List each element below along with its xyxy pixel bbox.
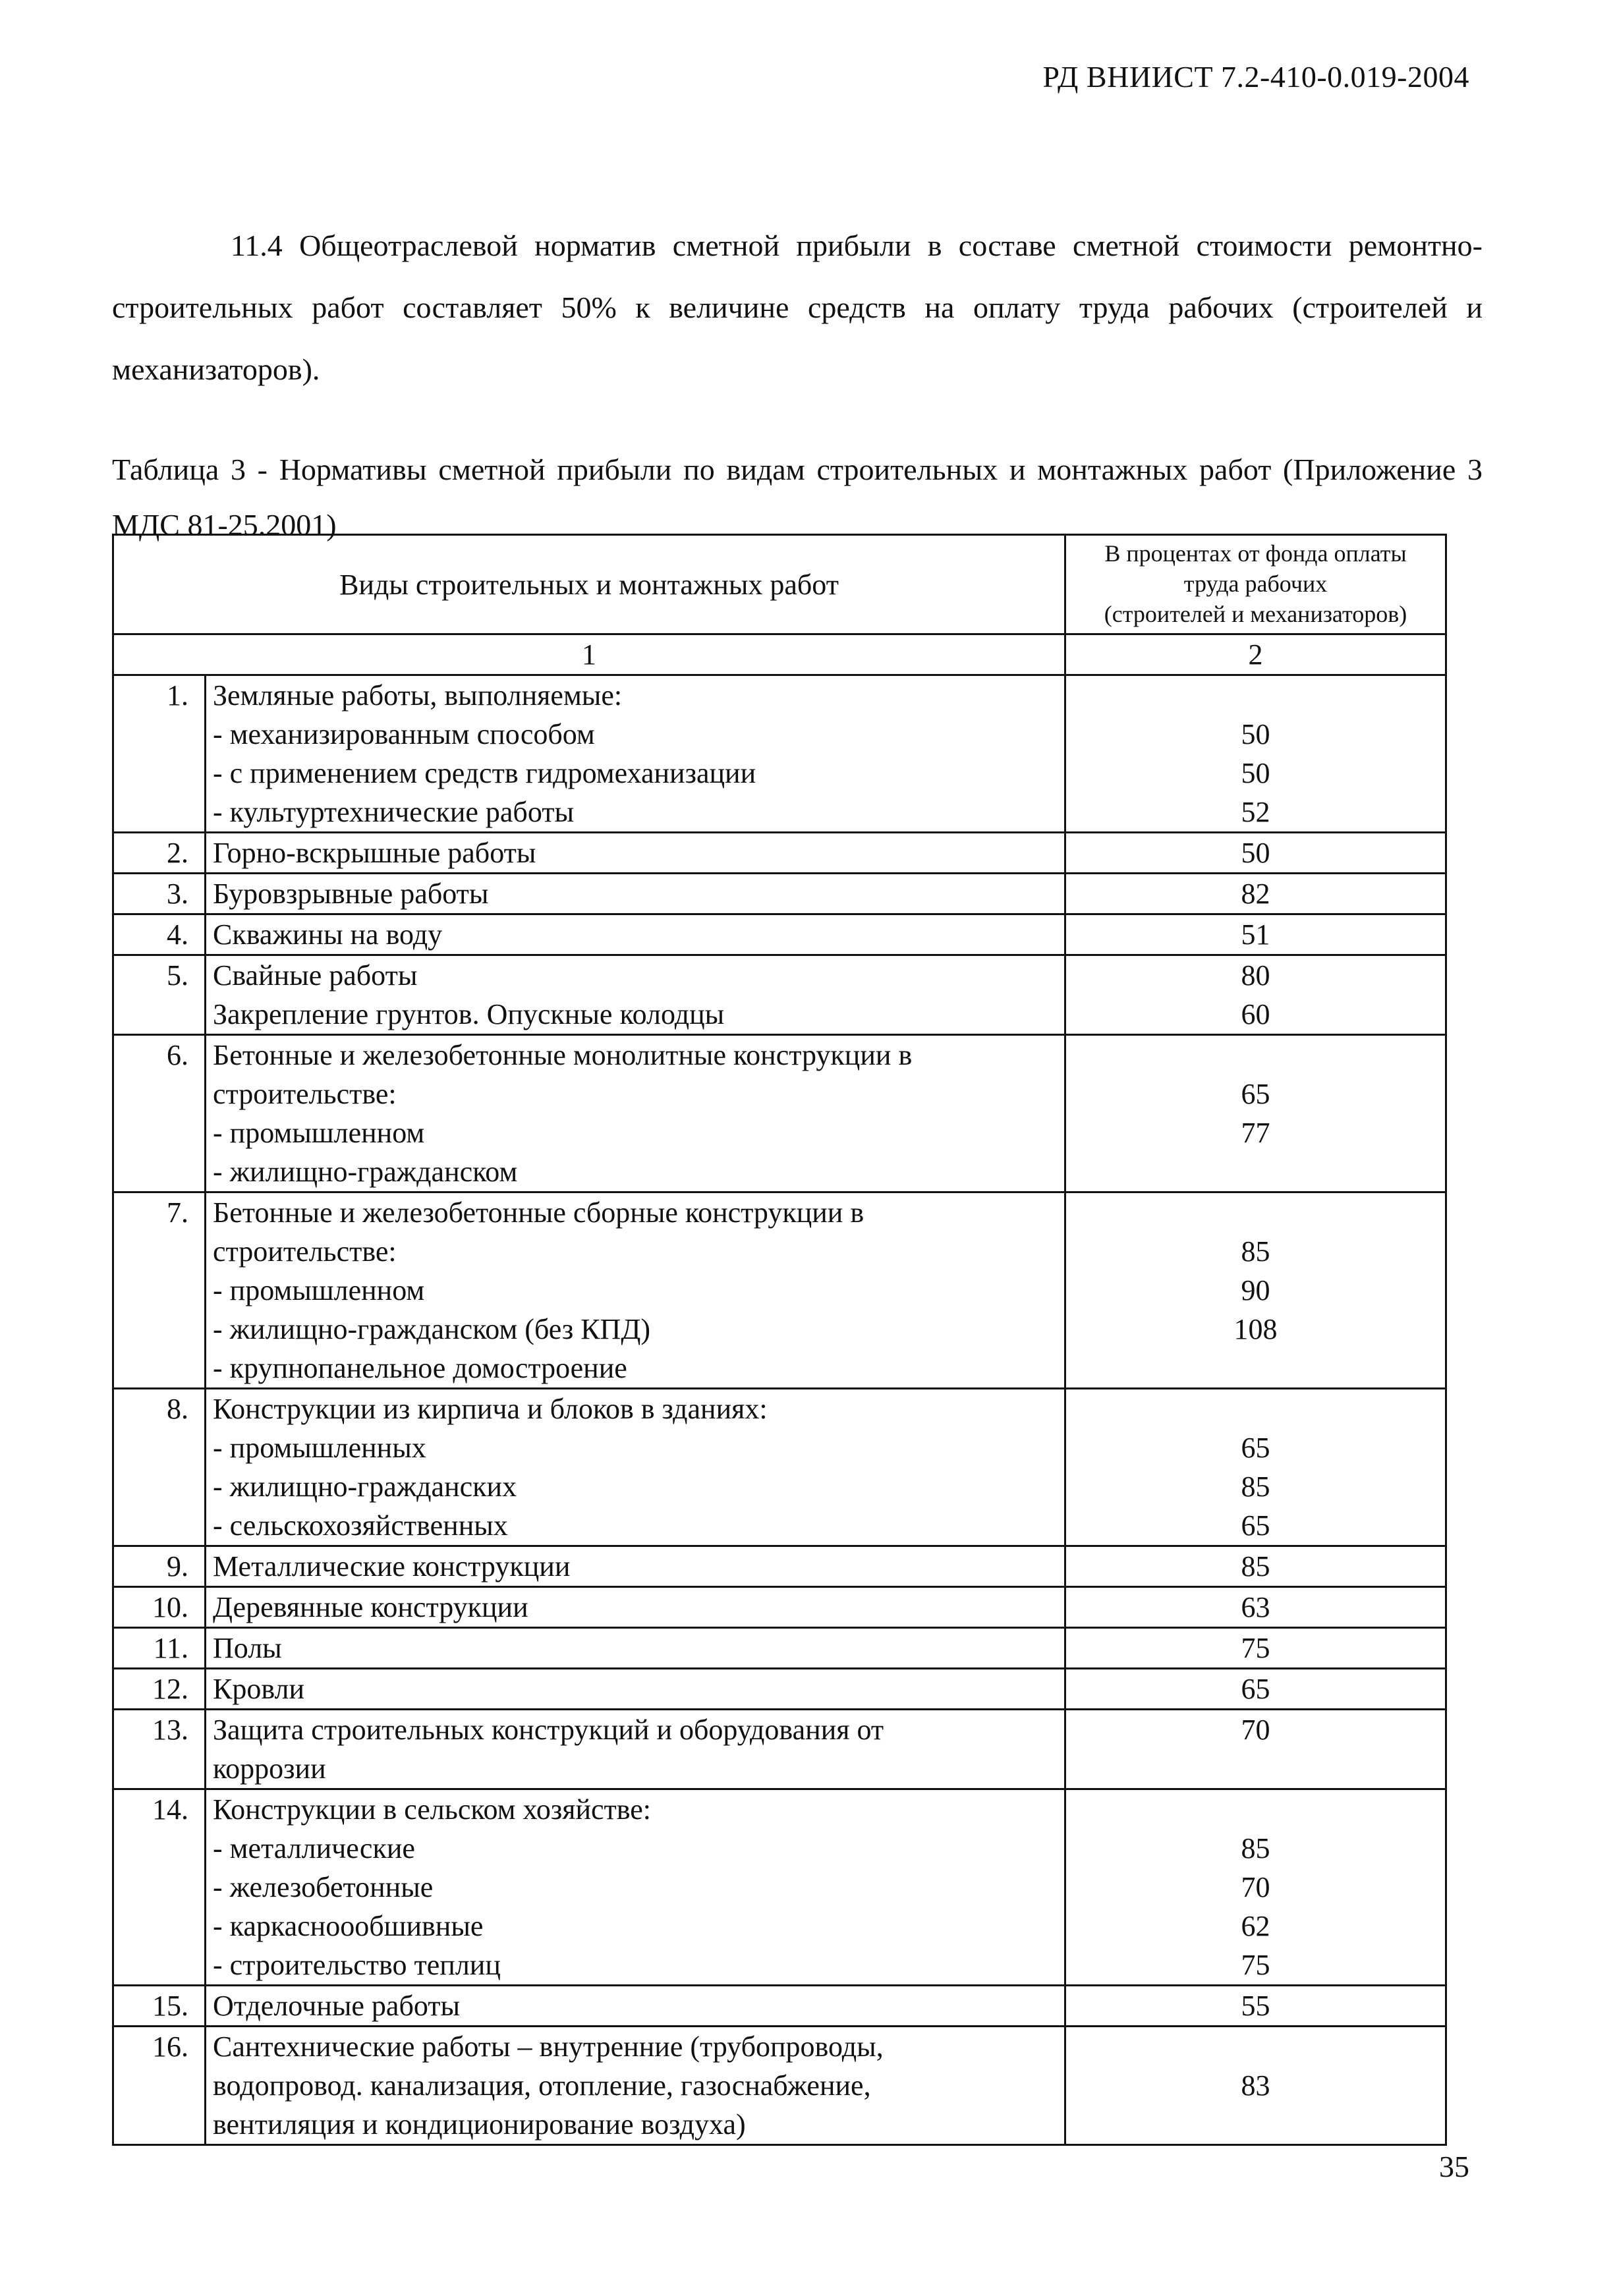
work-type-line: - железобетонные (213, 1871, 434, 1903)
percent-value: 80 (1241, 959, 1270, 992)
percent-cell (1065, 1986, 1446, 2027)
work-type-cell (206, 1628, 1065, 1669)
work-type-line: строительстве: (213, 1235, 397, 1268)
work-type-cell (206, 1192, 1065, 1389)
percent-value: 65 (1241, 1673, 1270, 1705)
percent-value: 52 (1241, 796, 1270, 828)
work-type-line: Полы (213, 1632, 282, 1664)
table-row (113, 874, 1446, 914)
percent-cell (1065, 675, 1446, 833)
work-type-cell (206, 914, 1065, 955)
percent-value (1066, 676, 1445, 715)
work-type-line: Буровзрывные работы (213, 878, 489, 910)
percent-value: 55 (1241, 1990, 1270, 2022)
work-type-line: Сантехнические работы – внутренние (трубопроводы, (213, 2030, 884, 2063)
percent-value: 50 (1241, 718, 1270, 750)
percent-value: 70 (1241, 1714, 1270, 1746)
work-type-line: Деревянные конструкции (213, 1591, 528, 1623)
work-type-line: Скважины на воду (213, 918, 443, 951)
percent-cell (1065, 955, 1446, 1035)
percent-value: 85 (1241, 1550, 1270, 1582)
table-row (113, 1789, 1446, 1986)
row-number: 5. (113, 955, 206, 1035)
row-number: 1. (113, 675, 206, 833)
percent-cell (1065, 1628, 1446, 1669)
work-type-line: - жилищно-гражданском (без КПД) (213, 1313, 650, 1345)
work-type-line: строительстве: (213, 1078, 397, 1110)
percent-value: 75 (1241, 1632, 1270, 1664)
row-number: 12. (113, 1669, 206, 1710)
table-row (113, 955, 1446, 1035)
percent-value: 85 (1241, 1470, 1270, 1503)
work-type-cell (206, 1669, 1065, 1710)
work-type-cell (206, 2027, 1065, 2145)
percent-value (1066, 1349, 1445, 1387)
row-number: 6. (113, 1035, 206, 1192)
column-number-2: 2 (1065, 634, 1446, 675)
table-header-row (113, 535, 1446, 634)
work-type-cell (206, 1710, 1065, 1789)
percent-value: 51 (1241, 918, 1270, 951)
work-type-line: - сельскохозяйственных (213, 1509, 508, 1542)
work-type-line: - с применением средств гидромеханизации (213, 757, 756, 789)
row-number: 13. (113, 1710, 206, 1789)
percent-value: 60 (1241, 998, 1270, 1030)
percent-value (1066, 1749, 1445, 1788)
work-type-line: Бетонные и железобетонные монолитные конструкции в (213, 1039, 913, 1071)
percent-cell (1065, 874, 1446, 914)
table-row (113, 833, 1446, 874)
percent-value: 50 (1241, 757, 1270, 789)
work-type-line: - каркасноообшивные (213, 1910, 484, 1942)
percent-value (1066, 2105, 1445, 2144)
percent-value (1066, 2027, 1445, 2066)
percent-value: 82 (1241, 878, 1270, 910)
row-number: 15. (113, 1986, 206, 2027)
row-number: 9. (113, 1546, 206, 1587)
percent-value: 83 (1241, 2069, 1270, 2102)
work-type-line: Защита строительных конструкций и оборудования от (213, 1714, 884, 1746)
table-row (113, 1669, 1446, 1710)
percent-value: 62 (1241, 1910, 1270, 1942)
work-type-cell (206, 955, 1065, 1035)
work-type-line: - металлические (213, 1832, 415, 1864)
percent-value: 70 (1241, 1871, 1270, 1903)
percent-value (1066, 1036, 1445, 1075)
percent-value: 85 (1241, 1832, 1270, 1864)
section-paragraph: 11.4 Общеотраслевой норматив сметной прибыли в составе сметной стоимости ремонтно-строительных работ составляет 50% к величине средств на оплату труда рабочих (строителей и механизаторов). (112, 229, 1483, 386)
percent-value: 85 (1241, 1235, 1270, 1268)
work-type-cell (206, 874, 1065, 914)
percent-cell (1065, 1587, 1446, 1628)
column-number-row (113, 634, 1446, 675)
work-type-cell (206, 833, 1065, 874)
column-header-percent-line: В процентах от фонда оплаты (1104, 540, 1407, 567)
work-type-line: - строительство теплиц (213, 1949, 501, 1981)
table-row (113, 1710, 1446, 1789)
table-row (113, 675, 1446, 833)
table-row (113, 1389, 1446, 1546)
percent-cell (1065, 1192, 1446, 1389)
work-type-line: - промышленном (213, 1274, 425, 1306)
work-type-cell (206, 1546, 1065, 1587)
percent-value: 75 (1241, 1949, 1270, 1981)
percent-value: 50 (1241, 837, 1270, 869)
work-type-line: Земляные работы, выполняемые: (213, 679, 623, 712)
percent-cell (1065, 914, 1446, 955)
work-type-line: - жилищно-гражданском (213, 1156, 518, 1188)
work-type-line: - промышленных (213, 1432, 426, 1464)
table-row (113, 2027, 1446, 2145)
row-number: 7. (113, 1192, 206, 1389)
percent-cell (1065, 1710, 1446, 1789)
row-number: 10. (113, 1587, 206, 1628)
percent-cell (1065, 1546, 1446, 1587)
work-type-line: Закрепление грунтов. Опускные колодцы (213, 998, 725, 1030)
percent-value: 77 (1241, 1117, 1270, 1149)
percent-value (1066, 1389, 1445, 1428)
table-row (113, 1986, 1446, 2027)
work-type-line: вентиляция и кондиционирование воздуха) (213, 2108, 746, 2141)
work-type-line: водопровод. канализация, отопление, газоснабжение, (213, 2069, 871, 2102)
work-type-line: коррозии (213, 1752, 326, 1785)
column-header-percent (1065, 535, 1446, 634)
percent-cell (1065, 2027, 1446, 2145)
table-row (113, 914, 1446, 955)
table-row (113, 1628, 1446, 1669)
work-type-line: Металлические конструкции (213, 1550, 571, 1582)
work-type-cell (206, 675, 1065, 833)
percent-cell (1065, 1789, 1446, 1986)
column-number-1: 1 (113, 634, 1065, 675)
work-type-line: Конструкции из кирпича и блоков в зданиях: (213, 1393, 768, 1425)
document-code-header: РД ВНИИСТ 7.2-410-0.019-2004 (1042, 60, 1469, 94)
percent-value: 63 (1241, 1591, 1270, 1623)
work-type-cell (206, 1035, 1065, 1192)
percent-value: 65 (1241, 1078, 1270, 1110)
percent-value (1066, 1152, 1445, 1191)
table-caption: Таблица 3 - Нормативы сметной прибыли по видам строительных и монтажных работ (Приложение 3 МДС 81-25.2001) (112, 453, 1483, 542)
work-type-cell (206, 1986, 1065, 2027)
profit-norms-table (112, 534, 1447, 2146)
work-type-cell (206, 1789, 1065, 1986)
work-type-line: Конструкции в сельском хозяйстве: (213, 1793, 652, 1826)
column-header-work-types: Виды строительных и монтажных работ (113, 535, 1065, 634)
percent-cell (1065, 1389, 1446, 1546)
work-type-line: - промышленном (213, 1117, 425, 1149)
table-row (113, 1035, 1446, 1192)
column-header-percent-line: труда рабочих (1183, 571, 1328, 597)
percent-value: 65 (1241, 1509, 1270, 1542)
work-type-line: Бетонные и железобетонные сборные конструкции в (213, 1196, 864, 1229)
row-number: 3. (113, 874, 206, 914)
work-type-line: Горно-вскрышные работы (213, 837, 536, 869)
work-type-line: Кровли (213, 1673, 305, 1705)
row-number: 8. (113, 1389, 206, 1546)
percent-cell (1065, 833, 1446, 874)
row-number: 4. (113, 914, 206, 955)
work-type-cell (206, 1389, 1065, 1546)
work-type-line: - культуртехнические работы (213, 796, 575, 828)
work-type-line: - жилищно-гражданских (213, 1470, 517, 1503)
table-row (113, 1546, 1446, 1587)
work-type-line: - механизированным способом (213, 718, 595, 750)
work-type-cell (206, 1587, 1065, 1628)
page-number: 35 (1439, 2150, 1469, 2183)
percent-value: 65 (1241, 1432, 1270, 1464)
row-number: 14. (113, 1789, 206, 1986)
percent-cell (1065, 1035, 1446, 1192)
percent-value: 108 (1233, 1313, 1278, 1345)
row-number: 2. (113, 833, 206, 874)
row-number: 11. (113, 1628, 206, 1669)
work-type-line: Отделочные работы (213, 1990, 461, 2022)
table-row (113, 1587, 1446, 1628)
work-type-line: Свайные работы (213, 959, 418, 992)
row-number: 16. (113, 2027, 206, 2145)
column-header-percent-line: (строителей и механизаторов) (1104, 601, 1407, 627)
table-row (113, 1192, 1446, 1389)
work-type-line: - крупнопанельное домостроение (213, 1352, 627, 1384)
percent-value (1066, 1193, 1445, 1232)
percent-cell (1065, 1669, 1446, 1710)
percent-value (1066, 1790, 1445, 1829)
percent-value: 90 (1241, 1274, 1270, 1306)
